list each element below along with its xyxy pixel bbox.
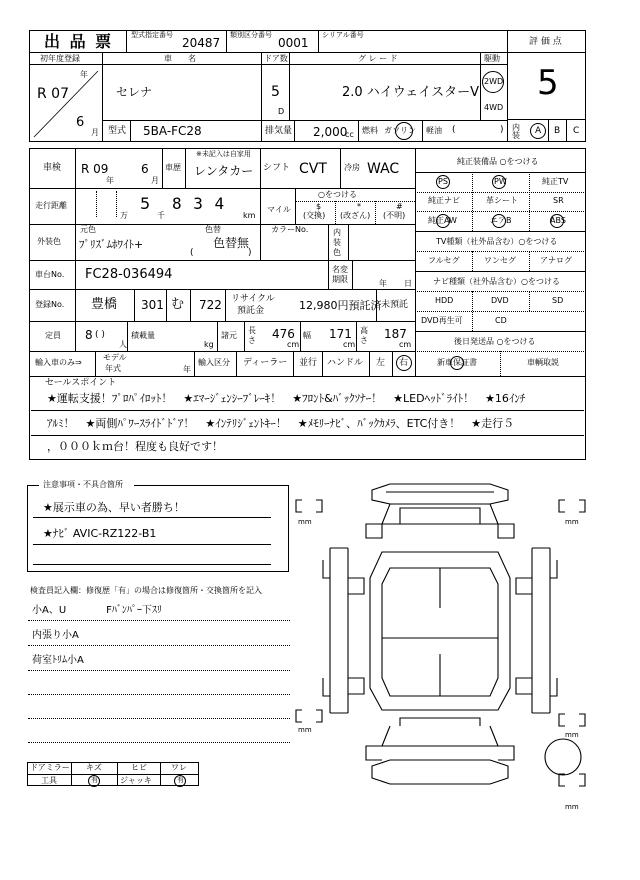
eq-line-8 bbox=[415, 311, 586, 312]
eq-line-7 bbox=[415, 291, 586, 292]
inspector-line-2: 内張り小A bbox=[32, 630, 79, 641]
import-class-label: 輸入区分 bbox=[198, 358, 230, 367]
footer-tool-circle bbox=[88, 775, 100, 787]
color-change-label: 色替 bbox=[205, 225, 221, 234]
color-paren-close: ) bbox=[248, 248, 252, 258]
footer-tool: 工具 bbox=[41, 776, 57, 785]
navi-sd: SD bbox=[552, 296, 564, 305]
mileage-rest: 8 3 4 bbox=[172, 194, 226, 213]
history-note: ※未記入は自家用 bbox=[196, 150, 251, 158]
row-line-1 bbox=[29, 188, 415, 189]
eq-col-4 bbox=[529, 251, 530, 271]
footer-jack: ジャッキ bbox=[120, 776, 152, 785]
chassis-value: FC28-036494 bbox=[85, 267, 173, 282]
interior-c: C bbox=[573, 126, 580, 136]
mark-note: ○をつける bbox=[318, 190, 357, 199]
sales-underline-1 bbox=[31, 410, 584, 411]
mile-label: マイル bbox=[267, 205, 291, 214]
equipment-title: 純正装備品 ○をつける bbox=[457, 157, 539, 166]
handle-right: 右 bbox=[399, 358, 409, 368]
left-sep bbox=[369, 351, 370, 376]
mm-label-1: mm bbox=[298, 518, 312, 526]
sales-underline-2 bbox=[31, 435, 584, 436]
mark2-text: (改ざん) bbox=[340, 211, 371, 220]
disp-sep2 bbox=[294, 120, 295, 142]
chassis-label: 車台No. bbox=[35, 270, 65, 279]
footer-c3 bbox=[160, 762, 161, 786]
capacity-unit: 人 bbox=[119, 340, 127, 349]
height-sep bbox=[356, 321, 357, 351]
recycle-label-1: リサイクル bbox=[231, 294, 275, 304]
footer-crack: ヒビ bbox=[131, 763, 147, 772]
rating-label: 評 価 点 bbox=[529, 37, 562, 47]
notes-underline-2 bbox=[33, 544, 271, 545]
later-warranty-circle bbox=[450, 356, 464, 370]
right-sep bbox=[392, 351, 393, 376]
sales-line-2: ｱﾙﾐ！ ★両側ﾊﾟﾜｰｽﾗｲﾄﾞﾄﾞｱ！ ★ｲﾝﾃﾘｼﾞｪﾝﾄｷｰ！ ★ﾒﾓﾘｰﾅﾋﾞ、ﾊﾞｯｸｶﾒﾗ、ETC付き！ ★走行５ bbox=[47, 417, 515, 430]
ac-sep bbox=[340, 148, 341, 188]
title-cell-border bbox=[126, 30, 127, 52]
model-year-label-2: 年式 bbox=[105, 364, 121, 373]
reg-num: 722 bbox=[199, 298, 222, 312]
interior-label: 内装 bbox=[512, 123, 520, 140]
load-label: 積載量 bbox=[131, 331, 155, 340]
later-manual: 車輌取説 bbox=[527, 358, 559, 367]
name-change-day: 日 bbox=[404, 279, 412, 288]
dealer-sep bbox=[236, 351, 237, 376]
rating-divider bbox=[507, 30, 508, 142]
name-change-sep bbox=[328, 260, 329, 289]
mark-sep3 bbox=[375, 201, 376, 224]
serial-label: シリアル番号 bbox=[322, 31, 364, 39]
interior-color-sep2 bbox=[348, 224, 349, 260]
eq-navi: 純正ナビ bbox=[428, 196, 460, 205]
oil-paren-close: ) bbox=[500, 125, 504, 135]
inspector-dl-4 bbox=[28, 694, 290, 695]
fuel-value: ガソリン bbox=[384, 126, 416, 135]
color-value: ﾌﾟﾘｽﾞﾑﾎﾜｲﾄ+ bbox=[79, 238, 144, 251]
class-border bbox=[318, 30, 319, 52]
reg-sep2 bbox=[166, 289, 167, 321]
eq-tv: 純正TV bbox=[542, 177, 569, 186]
handle-sep bbox=[322, 351, 323, 376]
shift-label: シフト bbox=[263, 163, 291, 173]
fuel-sep bbox=[358, 120, 359, 142]
inspector-line-1: 小A、U Fﾊﾞﾝﾊﾟｰ下ｽﾘ bbox=[32, 605, 162, 616]
eq-line-6 bbox=[415, 271, 586, 272]
navi-dvd: DVD bbox=[491, 296, 509, 305]
width-value: 171 bbox=[329, 327, 352, 341]
eq-line-3 bbox=[415, 211, 586, 212]
notes-top-right bbox=[134, 485, 289, 486]
capacity-paren: ( ) bbox=[95, 330, 105, 340]
navi-hdd: HDD bbox=[435, 296, 454, 305]
fuel-label: 燃料 bbox=[362, 126, 378, 135]
footer-jack-have: 有 bbox=[177, 776, 184, 784]
grade-value: 2.0 ハイウェイスターV bbox=[342, 85, 480, 100]
model-sep bbox=[130, 120, 131, 142]
drive-2wd: 2WD bbox=[484, 77, 504, 86]
handle-label: ハンドル bbox=[327, 358, 364, 368]
width-label: 幅 bbox=[303, 331, 311, 340]
mileage-unit: km bbox=[243, 211, 256, 220]
oil-label: 軽油 bbox=[426, 126, 442, 135]
eq-pw-circle bbox=[492, 175, 506, 189]
tv-analog: アナログ bbox=[540, 256, 572, 265]
footer-jack-circle bbox=[174, 775, 186, 787]
dvd-label: DVD再生可 bbox=[421, 316, 463, 325]
disp-unit: cc bbox=[345, 130, 354, 139]
import-sep bbox=[95, 351, 96, 376]
reg-kana: む bbox=[171, 297, 185, 312]
eq-abs: ABS bbox=[550, 216, 566, 225]
cert-label: 型式指定番号 bbox=[131, 31, 173, 39]
import-label: 輸入車のみ⇒ bbox=[35, 358, 82, 367]
footer-mirror: ドアミラー bbox=[30, 763, 70, 772]
eq-col-7 bbox=[500, 351, 501, 376]
notes-label: 注意事項・不具合箇所 bbox=[43, 480, 123, 489]
load-unit: kg bbox=[204, 340, 214, 349]
inspector-dl-6 bbox=[28, 742, 290, 743]
mark3-text: (不明) bbox=[383, 211, 406, 220]
parallel: 並行 bbox=[299, 358, 318, 368]
row-line-7 bbox=[29, 376, 586, 377]
mark-sep1 bbox=[295, 188, 296, 224]
cert-value: 20487 bbox=[182, 36, 221, 50]
mm-label-2: mm bbox=[565, 518, 579, 526]
shaken-month: 6 bbox=[141, 162, 149, 176]
reg-sep4 bbox=[225, 289, 226, 321]
disp-sep bbox=[261, 120, 262, 142]
ac-label: 冷房 bbox=[344, 163, 360, 172]
model-year-unit: 年 bbox=[183, 365, 191, 374]
rating-value: 5 bbox=[537, 63, 559, 103]
color-label: 外装色 bbox=[37, 237, 61, 246]
dealer: ディーラー bbox=[243, 358, 288, 368]
shaken-month-unit: 月 bbox=[151, 176, 159, 185]
disp-label: 排気量 bbox=[265, 126, 293, 136]
doors-value: 5 bbox=[271, 84, 280, 100]
mark2-sym: * bbox=[357, 202, 361, 211]
mileage-sen-unit: 千 bbox=[157, 211, 165, 220]
footer-c1 bbox=[71, 762, 72, 786]
shaken-label: 車検 bbox=[43, 163, 62, 173]
header-divider bbox=[29, 52, 507, 53]
row-line-3 bbox=[29, 260, 415, 261]
history-sep2 bbox=[185, 148, 186, 188]
doors-label: ドア数 bbox=[264, 54, 288, 63]
class-value: 0001 bbox=[278, 36, 309, 50]
reg-class: 301 bbox=[141, 298, 164, 312]
recycle-label-2: 預託金 bbox=[237, 306, 265, 316]
history-label: 車歴 bbox=[165, 163, 181, 172]
name-change-label: 名変期限 bbox=[332, 265, 348, 284]
rating-interior-line bbox=[507, 119, 586, 120]
first-reg-label: 初年度登録 bbox=[40, 54, 80, 63]
inspector-dl-3 bbox=[28, 670, 290, 671]
mark3-sym: # bbox=[396, 202, 403, 211]
mileage-man-unit: 万 bbox=[120, 211, 128, 220]
eq-line-5 bbox=[415, 251, 586, 252]
eq-line-2 bbox=[415, 192, 586, 193]
height-label: 高さ bbox=[360, 326, 368, 345]
row-line-4 bbox=[29, 289, 415, 290]
drive-label: 駆動 bbox=[484, 54, 500, 63]
cert-border bbox=[226, 30, 227, 52]
first-reg-year-unit: 年 bbox=[80, 70, 88, 79]
mm-label-3: mm bbox=[298, 726, 312, 734]
eq-aw: 純正AW bbox=[428, 216, 457, 225]
equipment-divider bbox=[415, 148, 416, 376]
eq-airbag: エアB bbox=[490, 216, 512, 225]
shaken-value: R 09 bbox=[81, 162, 109, 176]
mileage-man: 5 bbox=[140, 194, 151, 213]
capacity-value: 8 bbox=[85, 328, 93, 342]
history-value: レンタカー bbox=[194, 164, 254, 178]
class-label: 類別区分番号 bbox=[230, 31, 272, 39]
mile-sep bbox=[260, 188, 261, 224]
shift-sep bbox=[260, 148, 261, 188]
interior-color-sep bbox=[328, 224, 329, 260]
eq-ps: PS bbox=[438, 177, 448, 186]
interior-sep1 bbox=[548, 120, 549, 142]
reg-area: 豊橋 bbox=[91, 297, 118, 312]
doors-sub: D bbox=[278, 107, 285, 116]
page-title: 出 品 票 bbox=[44, 32, 114, 51]
eq-pw: PW bbox=[494, 177, 507, 186]
mark1-text: (交換) bbox=[303, 211, 326, 220]
eq-leather: 革シート bbox=[486, 196, 518, 205]
width-sep bbox=[300, 321, 301, 351]
color-paren-open: ( bbox=[190, 248, 194, 258]
inspector-line-3: 荷室ﾄﾘﾑ小A bbox=[32, 655, 84, 666]
reg-sep1 bbox=[134, 289, 135, 321]
len-label: 長さ bbox=[248, 326, 256, 345]
history-sep bbox=[162, 148, 163, 188]
interior-color-label: 内装色 bbox=[333, 228, 341, 257]
eq-abs-circle bbox=[550, 214, 564, 228]
reg-label: 登録No. bbox=[35, 300, 65, 309]
height-value: 187 bbox=[384, 327, 407, 341]
size-label: 諸元 bbox=[221, 331, 237, 340]
color-no-sep bbox=[260, 224, 261, 260]
size-sep bbox=[217, 321, 218, 351]
handle-left: 左 bbox=[376, 358, 386, 368]
ac-value: WAC bbox=[367, 161, 400, 177]
sales-line-3: ，０００ｋｍ台！程度も良好です！ bbox=[47, 440, 223, 453]
sales-label: セールスポイント bbox=[45, 378, 117, 388]
reg-sep3 bbox=[190, 289, 191, 321]
eq-col-3 bbox=[472, 251, 473, 271]
height-unit: cm bbox=[399, 340, 412, 349]
notes-top-left bbox=[27, 485, 39, 486]
oil-sep bbox=[422, 120, 423, 142]
mark1-sym: $ bbox=[316, 202, 322, 211]
tv-title: TV種類（社外品含む）○をつける bbox=[436, 237, 558, 246]
eq-line-4 bbox=[415, 231, 586, 232]
inspector-dl-1 bbox=[28, 620, 290, 621]
len-unit: cm bbox=[287, 340, 300, 349]
eq-sr: SR bbox=[553, 196, 564, 205]
model-label: 型式 bbox=[108, 126, 127, 136]
color-change-value: 色替無 bbox=[213, 236, 250, 250]
col-line-1 bbox=[102, 52, 103, 142]
first-reg-month: 6 bbox=[76, 115, 85, 130]
sales-line-1: ★運転支援！ﾌﾟﾛﾊﾟｲﾛｯﾄ！ ★ｴﾏｰｼﾞｪﾝｼｰﾌﾞﾚｰｷ！ ★ﾌﾛﾝﾄ&ﾊﾞｯｸｿﾅｰ！ ★LEDﾍｯﾄﾞﾗｲﾄ！ ★16ｲﾝﾁ bbox=[47, 392, 526, 405]
interior-a: A bbox=[535, 126, 542, 136]
col-line-3 bbox=[289, 52, 290, 120]
name-change-sep2 bbox=[352, 260, 353, 289]
notes-underline-3 bbox=[33, 564, 271, 565]
drive-4wd: 4WD bbox=[484, 103, 504, 112]
footer-c2 bbox=[117, 762, 118, 786]
interior-sep2 bbox=[566, 120, 567, 142]
later-title: 後日発送品 ○をつける bbox=[454, 337, 536, 346]
capacity-label: 定員 bbox=[45, 331, 61, 340]
len-value: 476 bbox=[272, 327, 295, 341]
eq-ps-circle bbox=[436, 175, 450, 189]
load-sep bbox=[127, 321, 128, 351]
tv-full: フルセグ bbox=[428, 256, 460, 265]
later-warranty: 新車保証書 bbox=[437, 358, 477, 367]
footer-tool-have: 有 bbox=[91, 776, 98, 784]
mileage-div-2 bbox=[116, 191, 117, 217]
oil-paren-open: ( bbox=[452, 125, 456, 135]
car-diagram bbox=[290, 478, 590, 813]
disp-value: 2,000 bbox=[313, 125, 348, 139]
eq-col-1 bbox=[472, 172, 473, 231]
shaken-year: 年 bbox=[106, 176, 114, 185]
cd-label: CD bbox=[495, 316, 507, 325]
eq-aw-circle bbox=[436, 214, 450, 228]
label-col-line bbox=[75, 148, 76, 351]
first-reg-month-unit: 月 bbox=[91, 128, 99, 137]
model-value: 5BA-FC28 bbox=[143, 124, 202, 138]
grade-label: グ レ ー ド bbox=[358, 54, 398, 63]
notes-line-2: ★ﾅﾋﾞ AVIC-RZ122-B1 bbox=[43, 527, 157, 540]
mileage-label: 走行距離 bbox=[35, 201, 67, 210]
model-row-line bbox=[102, 120, 507, 121]
name-label: 車 名 bbox=[164, 54, 196, 63]
mileage-div-1 bbox=[96, 191, 97, 217]
orig-color-label: 元色 bbox=[80, 225, 96, 234]
color-number-label: カラーNo. bbox=[271, 225, 309, 234]
first-reg-era: R 07 bbox=[37, 86, 69, 102]
row-line-6 bbox=[29, 351, 415, 352]
interior-b: B bbox=[554, 126, 561, 136]
eq-col-6 bbox=[529, 291, 530, 311]
row-line-5 bbox=[29, 321, 415, 322]
eq-col-2 bbox=[529, 172, 530, 231]
import-class-sep bbox=[194, 351, 195, 376]
footer-scratch: キズ bbox=[86, 763, 102, 772]
inspector-dl-2 bbox=[28, 645, 290, 646]
eq-line-9 bbox=[415, 331, 586, 332]
mm-label-4: mm bbox=[565, 731, 579, 739]
col-line-4 bbox=[480, 52, 481, 120]
notes-underline-1 bbox=[33, 517, 271, 518]
parallel-sep bbox=[293, 351, 294, 376]
recycle-value: 12,980円預託済 bbox=[299, 299, 382, 312]
inspector-label: 検査員記入欄：修復歴「有」の場合は修復箇所・交換箇所を記入 bbox=[30, 586, 262, 595]
vehicle-name: セレナ bbox=[116, 85, 153, 99]
name-change-year: 年 bbox=[379, 279, 387, 288]
model-year-label-1: モデル bbox=[103, 353, 127, 362]
eq-line-1 bbox=[415, 172, 586, 173]
mm-label-5: mm bbox=[565, 803, 579, 811]
col-line-2 bbox=[261, 52, 262, 120]
size-sep2 bbox=[244, 321, 245, 351]
tv-one: ワンセグ bbox=[484, 256, 516, 265]
eq-col-5 bbox=[472, 291, 473, 331]
recycle-status: 未預託 bbox=[381, 300, 409, 310]
notes-line-1: ★展示車の為、早い者勝ち！ bbox=[43, 501, 185, 514]
navi-title: ナビ種類（社外品含む）○をつける bbox=[433, 277, 560, 286]
footer-break: ワレ bbox=[171, 763, 187, 772]
mark-sep2 bbox=[335, 201, 336, 224]
eq-airbag-circle bbox=[492, 214, 506, 228]
shift-value: CVT bbox=[299, 161, 327, 177]
footer-mid bbox=[27, 774, 199, 775]
width-unit: cm bbox=[343, 340, 356, 349]
inspector-dl-5 bbox=[28, 718, 290, 719]
rating-header-line bbox=[507, 52, 586, 53]
recycle-sep bbox=[376, 289, 377, 321]
fuel-circle bbox=[395, 122, 413, 140]
